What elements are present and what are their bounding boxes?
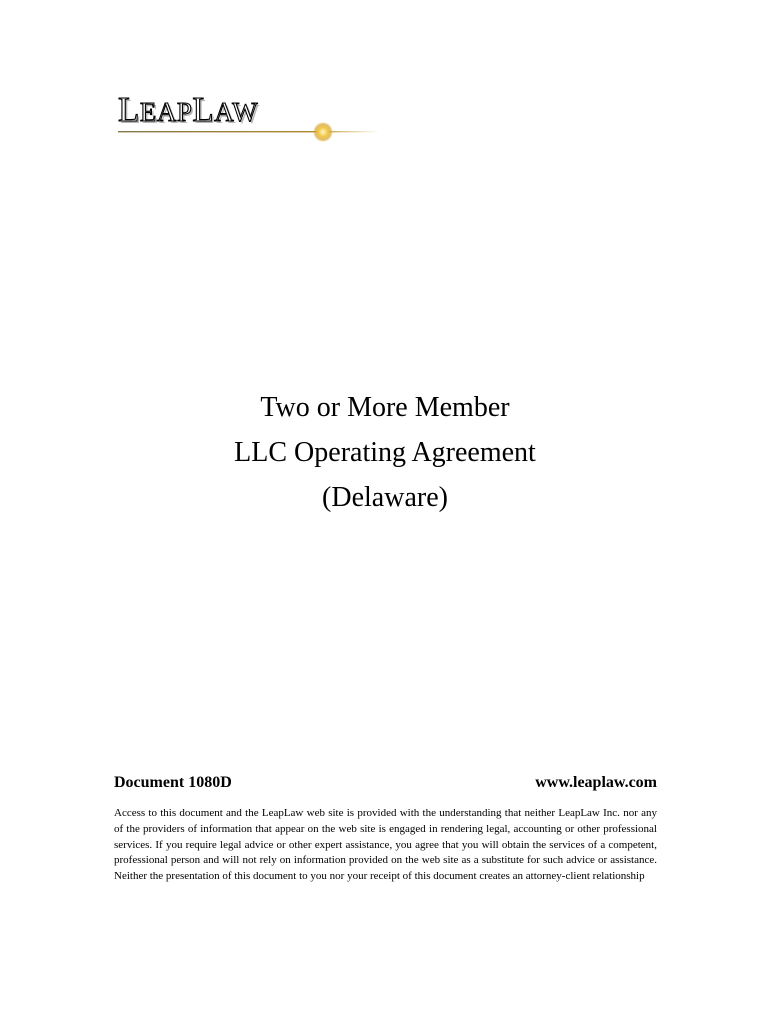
title-line-2: LLC Operating Agreement xyxy=(234,437,536,468)
document-title xyxy=(0,385,770,520)
title-line-1: Two or More Member xyxy=(260,392,510,423)
logo-swoosh-icon xyxy=(116,120,386,146)
website-link[interactable]: www.leaplaw.com xyxy=(535,774,657,791)
disclaimer-text: Access to this document and the LeapLaw web site is provided with the understanding that neither LeapLaw Inc. nor any of the providers of information that appear on the web site is engaged in rendering legal, accounting or other professional services. If you require legal advice or other expert assistance, you agree that you will obtain the services of a competent, professional person and will not rely on information provided on the web site as a substitute for such advice or assistance. Neither the presentation of this document to you nor your receipt of this document creates an attorney-client relationship xyxy=(114,807,657,883)
leaplaw-logo xyxy=(116,88,386,148)
document-number: Document 1080D xyxy=(114,774,232,791)
title-line-3: (Delaware) xyxy=(322,482,448,513)
logo-wordmark: LEAPLAW xyxy=(118,90,259,129)
footer-header xyxy=(114,770,657,796)
